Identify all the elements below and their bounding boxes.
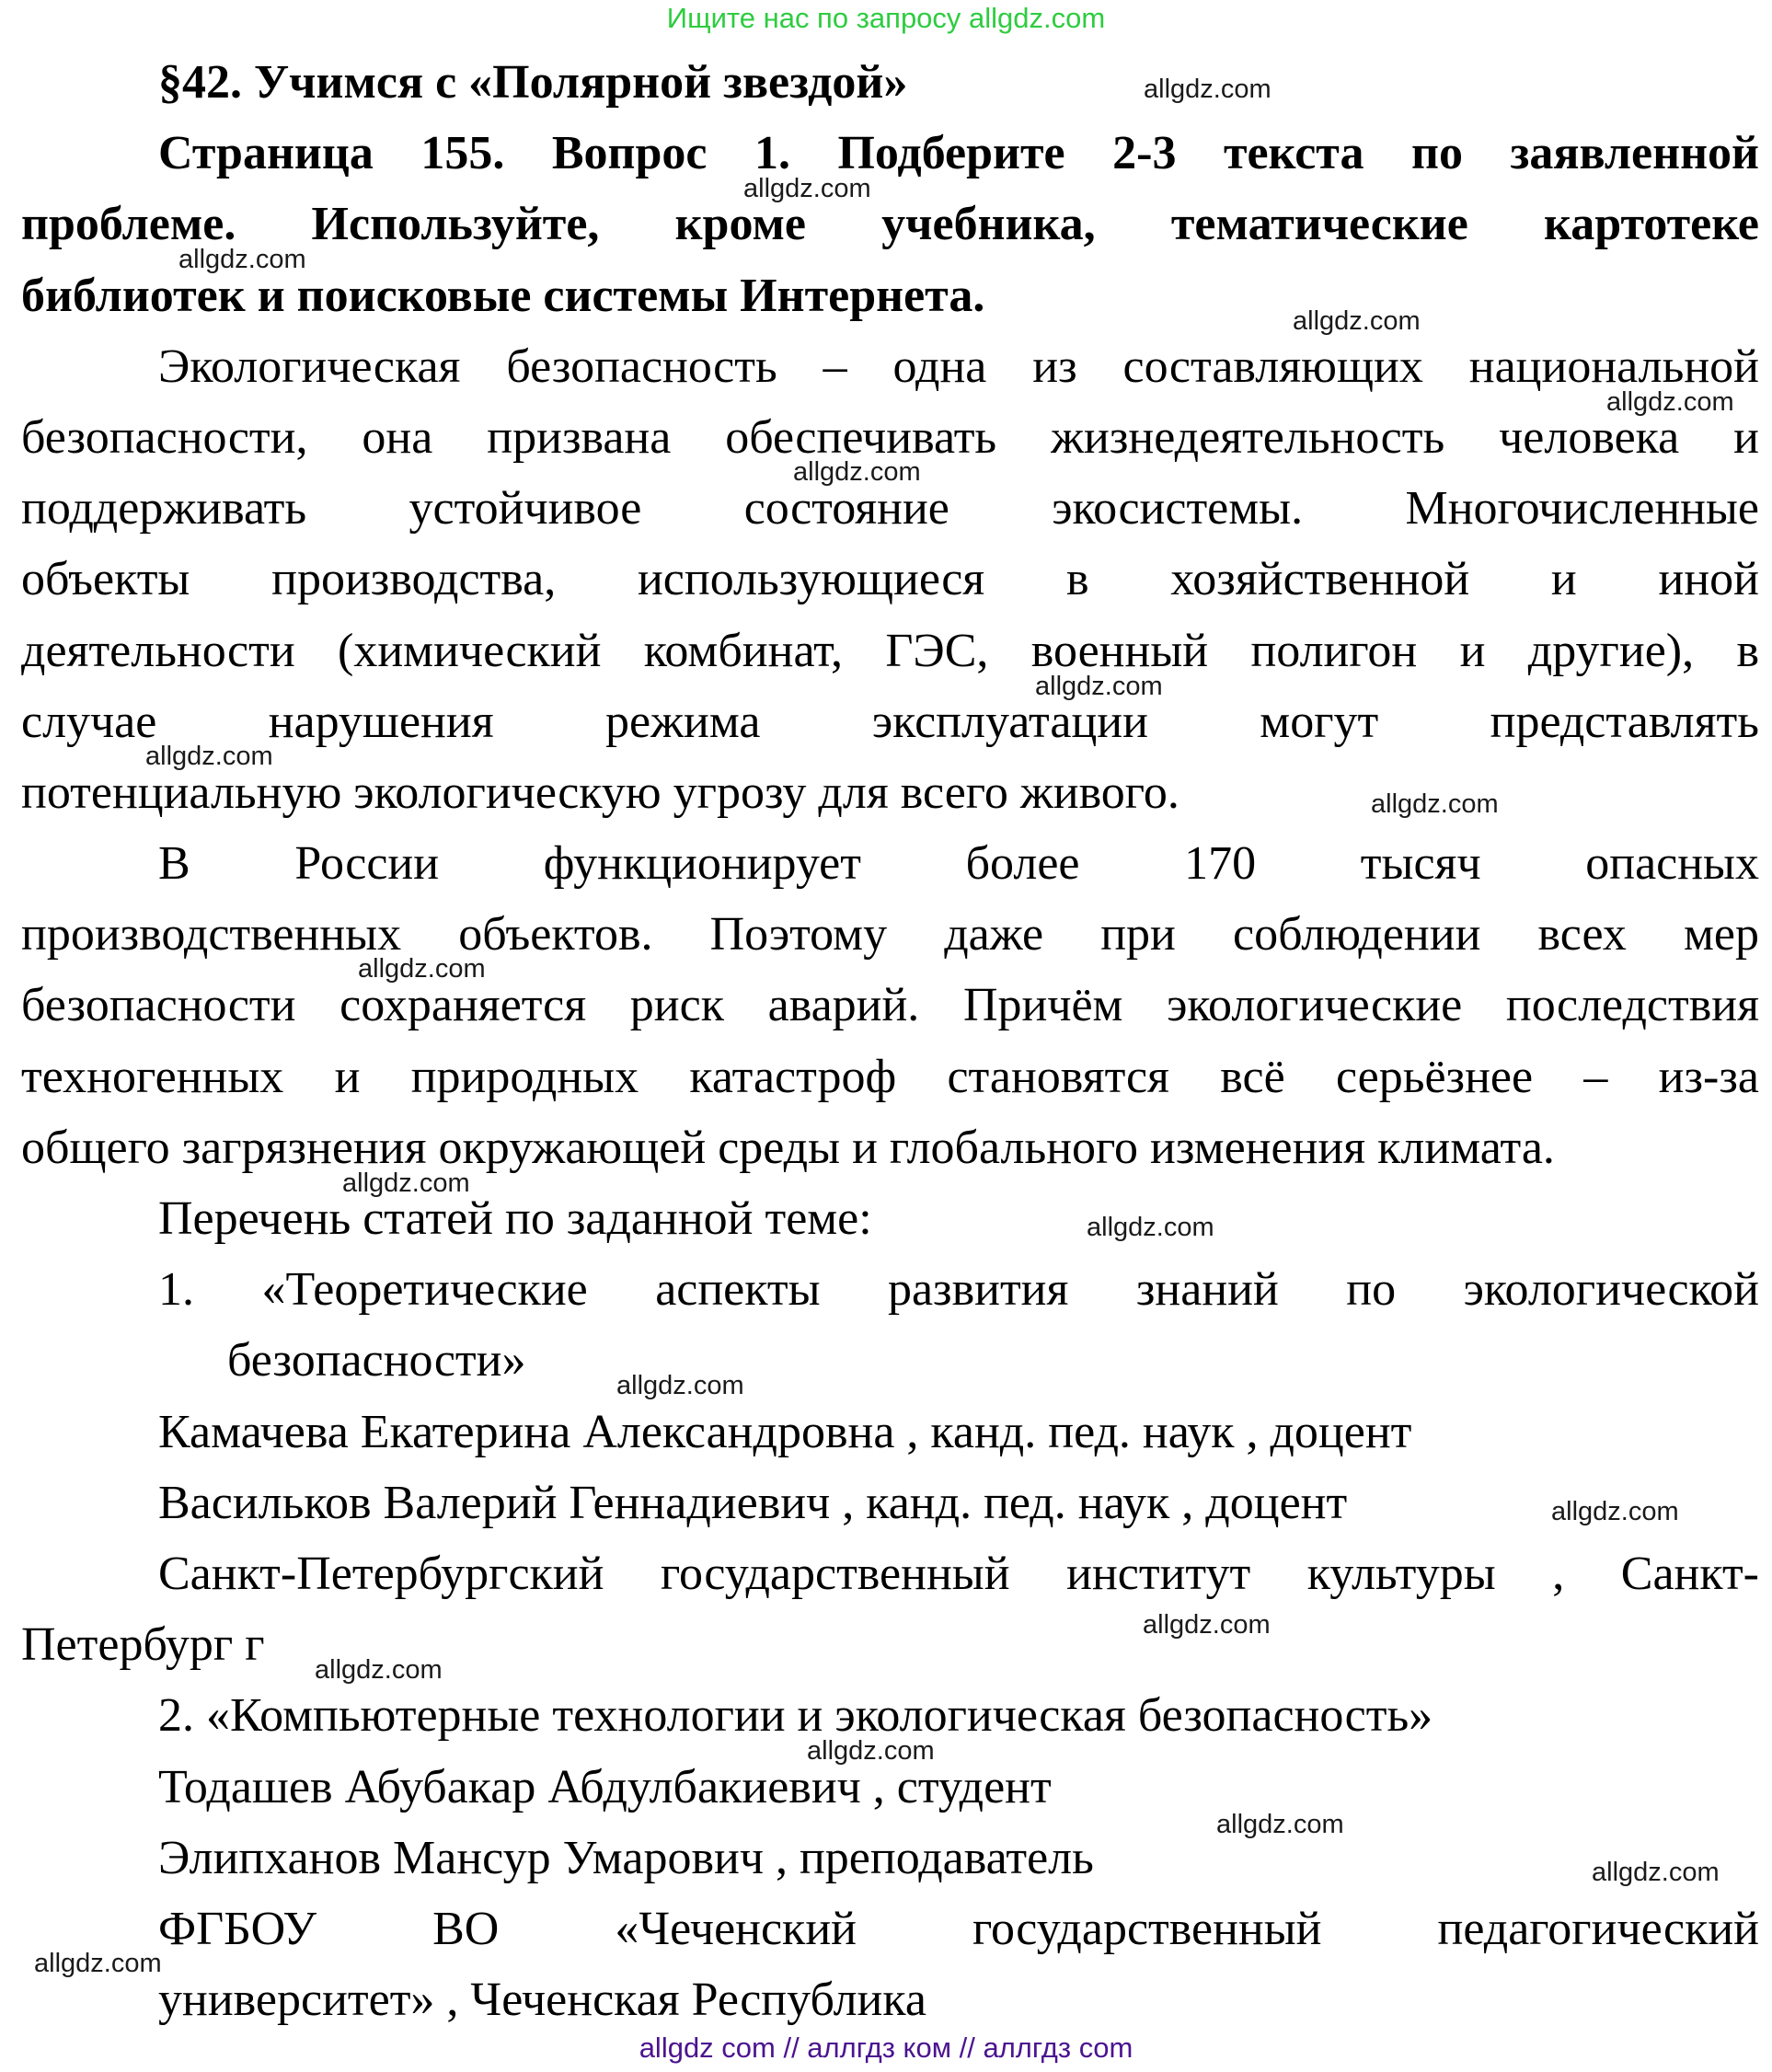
list-item-title: 2. «Компьютерные технологии и экологическая безопасность» <box>158 1689 1433 1743</box>
watermark: allgdz.com <box>342 1168 470 1198</box>
watermark: allgdz.com <box>1606 387 1734 417</box>
author-line: Тодашев Абубакар Абдулбакиевич , студент <box>158 1760 1052 1813</box>
institution-line: Санкт-Петербургский государственный институт культуры , Санкт- <box>158 1547 1759 1600</box>
watermark: allgdz.com <box>1144 75 1271 104</box>
watermark: allgdz.com <box>1035 672 1163 701</box>
author-line: Васильков Валерий Геннадиевич , канд. пед. наук , доцент <box>158 1476 1348 1529</box>
watermark: allgdz.com <box>1216 1810 1344 1839</box>
watermark: allgdz.com <box>743 174 871 203</box>
watermark: allgdz.com <box>34 1949 162 1978</box>
institution-line: университет» , Чеченская Республика <box>158 1974 926 2027</box>
watermark: allgdz.com <box>1371 789 1499 819</box>
paragraph-line: случае нарушения режима эксплуатации могут представлять <box>21 695 1759 748</box>
question-line: Страница 155. Вопрос 1. Подберите 2-3 текста по заявленной <box>158 127 1759 180</box>
list-heading: Перечень статей по заданной теме: <box>158 1192 872 1245</box>
header-watermark: Ищите нас по запросу allgdz.com <box>666 2 1106 34</box>
paragraph-line: производственных объектов. Поэтому даже при соблюдении всех мер <box>21 908 1759 961</box>
watermark: allgdz.com <box>793 457 921 487</box>
list-item-title: безопасности» <box>227 1334 526 1387</box>
author-line: Элипханов Мансур Умарович , преподаватель <box>158 1831 1094 1884</box>
institution-line: Петербург г <box>21 1618 265 1672</box>
watermark: allgdz.com <box>1592 1858 1720 1887</box>
watermark: allgdz.com <box>145 742 273 771</box>
paragraph-line: безопасности сохраняется риск аварий. Причём экологические последствия <box>21 979 1759 1032</box>
paragraph-line: безопасности, она призвана обеспечивать жизнедеятельность человека и <box>21 410 1759 464</box>
section-title: §42. Учимся с «Полярной звездой» <box>158 56 908 109</box>
list-item-title: 1. «Теоретические аспекты развития знаний по экологической <box>158 1263 1759 1317</box>
watermark: allgdz.com <box>315 1655 443 1685</box>
watermark: allgdz.com <box>1143 1610 1271 1640</box>
author-line: Камачева Екатерина Александровна , канд. пед. наук , доцент <box>158 1405 1412 1458</box>
watermark: allgdz.com <box>1551 1497 1679 1526</box>
footer-watermark: allgdz com // аллгдз ком // аллгдз com <box>639 2032 1133 2064</box>
watermark: allgdz.com <box>358 954 486 984</box>
watermark: allgdz.com <box>616 1371 744 1400</box>
question-line: проблеме. Используйте, кроме учебника, тематические картотеке <box>21 198 1759 251</box>
paragraph-line: поддерживать устойчивое состояние экосистемы. Многочисленные <box>21 482 1759 535</box>
watermark: allgdz.com <box>1293 306 1421 336</box>
watermark: allgdz.com <box>178 245 306 274</box>
watermark: allgdz.com <box>807 1736 935 1766</box>
question-line: библиотек и поисковые системы Интернета. <box>21 269 985 322</box>
watermark: allgdz.com <box>1087 1213 1214 1242</box>
paragraph-line: объекты производства, использующиеся в хозяйственной и иной <box>21 553 1759 606</box>
paragraph-line: техногенных и природных катастроф становятся всё серьёзнее – из-за <box>21 1050 1759 1103</box>
paragraph-line: В России функционирует более 170 тысяч опасных <box>158 837 1759 891</box>
institution-line: ФГБОУ ВО «Чеченский государственный педагогический <box>158 1902 1759 1955</box>
paragraph-line: деятельности (химический комбинат, ГЭС, военный полигон и другие), в <box>21 624 1759 677</box>
paragraph-line: Экологическая безопасность – одна из составляющих национальной <box>158 340 1759 393</box>
paragraph-line: общего загрязнения окружающей среды и глобального изменения климата. <box>21 1121 1555 1174</box>
paragraph-line: потенциальную экологическую угрозу для всего живого. <box>21 765 1179 819</box>
